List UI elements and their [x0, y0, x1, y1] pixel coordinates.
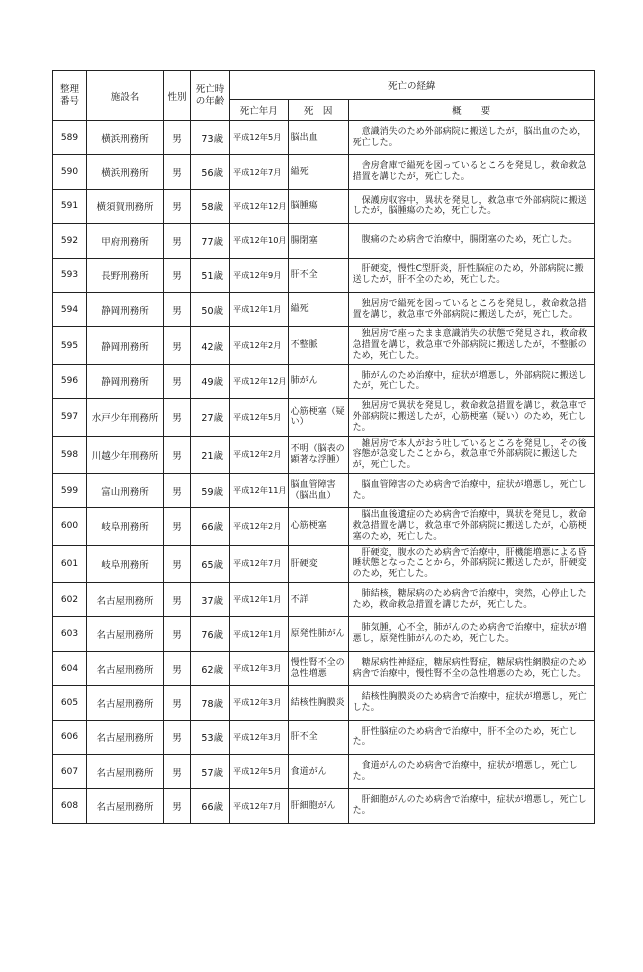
header-sex: 性別: [164, 71, 191, 121]
death-records-table: [52, 70, 595, 824]
age-at-death: 56歳: [191, 155, 230, 189]
facility-name: 横須賀刑務所: [87, 189, 164, 223]
summary: 独居房で異状を発見し，救命救急措置を講じ，救急車で外部病院に搬送したが，心筋梗塞（疑い）のため，死亡した。: [348, 399, 594, 436]
death-date: 平成12年1月: [230, 583, 289, 617]
facility-name: 静岡刑務所: [87, 327, 164, 364]
header-no-line2: 番号: [59, 95, 79, 107]
summary: 食道がんのため病舎で治療中，症状が増悪し，死亡した。: [348, 755, 594, 789]
header-age-line2: の年齢: [195, 95, 225, 107]
table-row: [53, 327, 595, 364]
age-at-death: 66歳: [191, 789, 230, 823]
death-date: 平成12年9月: [230, 258, 289, 292]
sex: 男: [164, 617, 191, 651]
death-date: 平成12年7月: [230, 155, 289, 189]
summary: 肺がんのため治療中，症状が増悪し，外部病院に搬送したが，死亡した。: [348, 364, 594, 398]
header-group: 死亡の経緯: [230, 71, 595, 100]
record-number: 598: [53, 436, 87, 473]
age-at-death: 76歳: [191, 617, 230, 651]
record-number: 596: [53, 364, 87, 398]
cause-of-death: 不整脈: [288, 327, 348, 364]
table-row: [53, 224, 595, 258]
death-date: 平成12年5月: [230, 399, 289, 436]
sex: 男: [164, 686, 191, 720]
table-row: [53, 292, 595, 326]
summary: 肝硬変，腹水のため病舎で治療中，肝機能増悪による昏睡状態となったことから，外部病院に搬送したが，肝硬変のため，死亡した。: [348, 545, 594, 582]
summary: 結核性胸膜炎のため病舎で治療中，症状が増悪し，死亡した。: [348, 686, 594, 720]
facility-name: 富山刑務所: [87, 473, 164, 507]
facility-name: 静岡刑務所: [87, 292, 164, 326]
table-row: [53, 789, 595, 823]
age-at-death: 77歳: [191, 224, 230, 258]
death-date: 平成12年5月: [230, 121, 289, 155]
sex: 男: [164, 583, 191, 617]
cause-of-death: 脳出血: [288, 121, 348, 155]
death-date: 平成12年10月: [230, 224, 289, 258]
sex: 男: [164, 189, 191, 223]
age-at-death: 66歳: [191, 508, 230, 545]
summary: 肺気腫，心不全，肺がんのため病舎で治療中，症状が増悪し，原発性肺がんのため，死亡した。: [348, 617, 594, 651]
age-at-death: 27歳: [191, 399, 230, 436]
death-date: 平成12年12月: [230, 364, 289, 398]
header-age: [191, 71, 230, 121]
table-row: [53, 651, 595, 685]
summary: 意識消失のため外部病院に搬送したが，脳出血のため，死亡した。: [348, 121, 594, 155]
table-row: [53, 399, 595, 436]
table-row: [53, 617, 595, 651]
record-number: 594: [53, 292, 87, 326]
facility-name: 川越少年刑務所: [87, 436, 164, 473]
death-date: 平成12年2月: [230, 436, 289, 473]
table-row: [53, 258, 595, 292]
facility-name: 名古屋刑務所: [87, 789, 164, 823]
cause-of-death: 心筋梗塞（疑い）: [288, 399, 348, 436]
facility-name: 名古屋刑務所: [87, 651, 164, 685]
death-date: 平成12年1月: [230, 617, 289, 651]
age-at-death: 53歳: [191, 720, 230, 754]
sex: 男: [164, 155, 191, 189]
record-number: 591: [53, 189, 87, 223]
sex: 男: [164, 364, 191, 398]
facility-name: 長野刑務所: [87, 258, 164, 292]
record-number: 604: [53, 651, 87, 685]
cause-of-death: 原発性肺がん: [288, 617, 348, 651]
cause-of-death: 肝細胞がん: [288, 789, 348, 823]
age-at-death: 50歳: [191, 292, 230, 326]
sex: 男: [164, 224, 191, 258]
summary: 保護房収容中，異状を発見し，救急車で外部病院に搬送したが，脳腫瘍のため，死亡した。: [348, 189, 594, 223]
record-number: 602: [53, 583, 87, 617]
age-at-death: 59歳: [191, 473, 230, 507]
death-date: 平成12年5月: [230, 755, 289, 789]
age-at-death: 51歳: [191, 258, 230, 292]
sex: 男: [164, 720, 191, 754]
table-row: [53, 436, 595, 473]
summary: 腹痛のため病舎で治療中，腸閉塞のため，死亡した。: [348, 224, 594, 258]
sex: 男: [164, 436, 191, 473]
record-number: 600: [53, 508, 87, 545]
summary: 雑居房で本人がおう吐しているところを発見し，その後容態が急変したことから，救急車で外部病院に搬送したが，死亡した。: [348, 436, 594, 473]
cause-of-death: 慢性腎不全の急性増悪: [288, 651, 348, 685]
sex: 男: [164, 545, 191, 582]
facility-name: 名古屋刑務所: [87, 617, 164, 651]
cause-of-death: 脳血管障害（脳出血）: [288, 473, 348, 507]
cause-of-death: 肺がん: [288, 364, 348, 398]
table-row: [53, 583, 595, 617]
sex: 男: [164, 473, 191, 507]
summary: 舎房倉庫で縊死を図っているところを発見し，救命救急措置を講じたが，死亡した。: [348, 155, 594, 189]
table-row: [53, 755, 595, 789]
record-number: 595: [53, 327, 87, 364]
header-date: 死亡年月: [230, 100, 289, 121]
facility-name: 横浜刑務所: [87, 155, 164, 189]
table-row: [53, 473, 595, 507]
death-date: 平成12年3月: [230, 686, 289, 720]
cause-of-death: 肝不全: [288, 720, 348, 754]
cause-of-death: 肝硬変: [288, 545, 348, 582]
summary: 独居房で座ったまま意識消失の状態で発見され，救命救急措置を講じ，救急車で外部病院に搬送したが，不整脈のため，死亡した。: [348, 327, 594, 364]
sex: 男: [164, 258, 191, 292]
sex: 男: [164, 327, 191, 364]
record-number: 599: [53, 473, 87, 507]
facility-name: 岐阜刑務所: [87, 545, 164, 582]
table-row: [53, 155, 595, 189]
summary: 脳血管障害のため病舎で治療中，症状が増悪し，死亡した。: [348, 473, 594, 507]
cause-of-death: 肝不全: [288, 258, 348, 292]
cause-of-death: 脳腫瘍: [288, 189, 348, 223]
sex: 男: [164, 292, 191, 326]
age-at-death: 62歳: [191, 651, 230, 685]
table-row: [53, 720, 595, 754]
cause-of-death: 不明（脳表の顕著な浮腫）: [288, 436, 348, 473]
death-date: 平成12年3月: [230, 651, 289, 685]
facility-name: 岐阜刑務所: [87, 508, 164, 545]
age-at-death: 57歳: [191, 755, 230, 789]
record-number: 606: [53, 720, 87, 754]
header-age-line1: 死亡時: [195, 83, 225, 95]
record-number: 597: [53, 399, 87, 436]
death-date: 平成12年7月: [230, 545, 289, 582]
age-at-death: 58歳: [191, 189, 230, 223]
age-at-death: 78歳: [191, 686, 230, 720]
table-row: [53, 121, 595, 155]
sex: 男: [164, 121, 191, 155]
age-at-death: 21歳: [191, 436, 230, 473]
death-date: 平成12年2月: [230, 508, 289, 545]
cause-of-death: 縊死: [288, 155, 348, 189]
sex: 男: [164, 789, 191, 823]
summary: 肝細胞がんのため病舎で治療中，症状が増悪し，死亡した。: [348, 789, 594, 823]
sex: 男: [164, 755, 191, 789]
summary: 肝性脳症のため病舎で治療中，肝不全のため，死亡した。: [348, 720, 594, 754]
table-row: [53, 189, 595, 223]
record-number: 593: [53, 258, 87, 292]
death-date: 平成12年12月: [230, 189, 289, 223]
summary: 糖尿病性神経症，糖尿病性腎症，糖尿病性網膜症のため病舎で治療中，慢性腎不全の急性増悪のため，死亡した。: [348, 651, 594, 685]
facility-name: 名古屋刑務所: [87, 720, 164, 754]
cause-of-death: 心筋梗塞: [288, 508, 348, 545]
summary: 脳出血後遺症のため病舎で治療中，異状を発見し，救命救急措置を講じ，救急車で外部病院に搬送したが，心筋梗塞のため，死亡した。: [348, 508, 594, 545]
facility-name: 水戸少年刑務所: [87, 399, 164, 436]
header-no-line1: 整理: [59, 83, 79, 95]
record-number: 590: [53, 155, 87, 189]
record-number: 608: [53, 789, 87, 823]
age-at-death: 37歳: [191, 583, 230, 617]
death-date: 平成12年2月: [230, 327, 289, 364]
record-number: 601: [53, 545, 87, 582]
facility-name: 静岡刑務所: [87, 364, 164, 398]
age-at-death: 42歳: [191, 327, 230, 364]
table-row: [53, 686, 595, 720]
sex: 男: [164, 508, 191, 545]
table-row: [53, 364, 595, 398]
age-at-death: 73歳: [191, 121, 230, 155]
header-summary: 概 要: [348, 100, 594, 121]
record-number: 589: [53, 121, 87, 155]
facility-name: 横浜刑務所: [87, 121, 164, 155]
cause-of-death: 腸閉塞: [288, 224, 348, 258]
facility-name: 名古屋刑務所: [87, 686, 164, 720]
death-date: 平成12年1月: [230, 292, 289, 326]
facility-name: 甲府刑務所: [87, 224, 164, 258]
cause-of-death: 食道がん: [288, 755, 348, 789]
sex: 男: [164, 399, 191, 436]
facility-name: 名古屋刑務所: [87, 583, 164, 617]
summary: 独居房で縊死を図っているところを発見し，救命救急措置を講じ，救急車で外部病院に搬送したが，死亡した。: [348, 292, 594, 326]
cause-of-death: 不詳: [288, 583, 348, 617]
record-number: 592: [53, 224, 87, 258]
facility-name: 名古屋刑務所: [87, 755, 164, 789]
record-number: 605: [53, 686, 87, 720]
death-date: 平成12年11月: [230, 473, 289, 507]
cause-of-death: 縊死: [288, 292, 348, 326]
death-date: 平成12年7月: [230, 789, 289, 823]
record-number: 603: [53, 617, 87, 651]
header-cause: 死 因: [288, 100, 348, 121]
table-row: [53, 508, 595, 545]
cause-of-death: 結核性胸膜炎: [288, 686, 348, 720]
summary: 肝硬変，慢性C型肝炎，肝性脳症のため，外部病院に搬送したが，肝不全のため，死亡した。: [348, 258, 594, 292]
sex: 男: [164, 651, 191, 685]
death-date: 平成12年3月: [230, 720, 289, 754]
header-facility: 施設名: [87, 71, 164, 121]
header-no: [53, 71, 87, 121]
record-number: 607: [53, 755, 87, 789]
summary: 肺結核，糖尿病のため病舎で治療中，突然，心停止したため，救命救急措置を講じたが，死亡した。: [348, 583, 594, 617]
age-at-death: 49歳: [191, 364, 230, 398]
age-at-death: 65歳: [191, 545, 230, 582]
table-row: [53, 545, 595, 582]
